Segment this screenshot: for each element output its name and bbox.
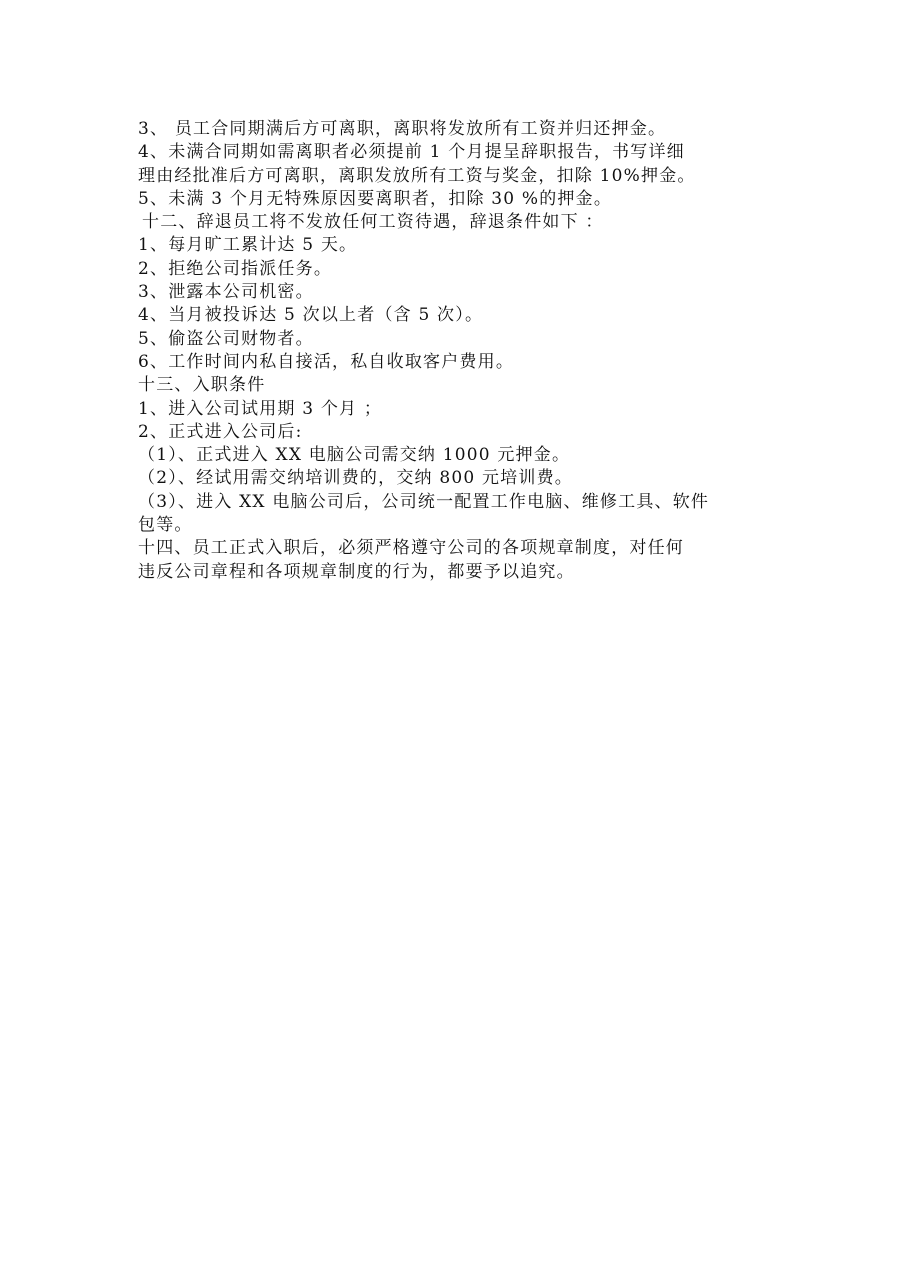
clause-3-resignation-after-contract: 3、 员工合同期满后方可离职，离职将发放所有工资并归还押金。: [138, 119, 667, 139]
clause-4-early-resignation: 4、未满合同期如需离职者必须提前 1 个月提呈辞职报告，书写详细: [138, 142, 685, 163]
dismissal-condition-1: 1、每月旷工累计达 5 天。: [138, 235, 358, 256]
section-13-heading: 十三、入职条件: [138, 375, 266, 396]
dismissal-condition-3: 3、泄露本公司机密。: [138, 282, 314, 303]
clause-4-early-resignation-cont: 理由经批准后方可离职，离职发放所有工资与奖金，扣除 10%押金。: [138, 165, 696, 186]
dismissal-condition-4: 4、当月被投诉达 5 次以上者（含 5 次）。: [138, 305, 484, 326]
section-14-paragraph-cont: 违反公司章程和各项规章制度的行为，都要予以追究。: [138, 561, 575, 582]
entry-condition-2: 2、正式进入公司后:: [138, 421, 303, 442]
section-14-paragraph: 十四、员工正式入职后，必须严格遵守公司的各项规章制度，对任何: [138, 538, 684, 559]
entry-subcondition-3-cont: 包等。: [138, 515, 193, 536]
section-12-heading: 十二、辞退员工将不发放任何工资待遇，辞退条件如下 ：: [142, 212, 604, 233]
entry-subcondition-3: （3）、进入 XX 电脑公司后，公司统一配置工作电脑、维修工具、软件: [138, 491, 710, 512]
entry-subcondition-1: （1）、正式进入 XX 电脑公司需交纳 1000 元押金。: [138, 445, 571, 466]
entry-subcondition-2: （2）、经试用需交纳培训费的，交纳 800 元培训费。: [138, 468, 573, 489]
dismissal-condition-2: 2、拒绝公司指派任务。: [138, 258, 333, 279]
document-body: [138, 118, 778, 584]
clause-5-resignation-within-3-months: 5、未满 3 个月无特殊原因要离职者，扣除 30 %的押金。: [138, 188, 613, 209]
dismissal-condition-5: 5、偷盗公司财物者。: [138, 328, 314, 349]
dismissal-condition-6: 6、工作时间内私自接活，私自收取客户费用。: [138, 351, 515, 372]
entry-condition-1: 1、进入公司试用期 3 个月 ；: [138, 398, 383, 419]
